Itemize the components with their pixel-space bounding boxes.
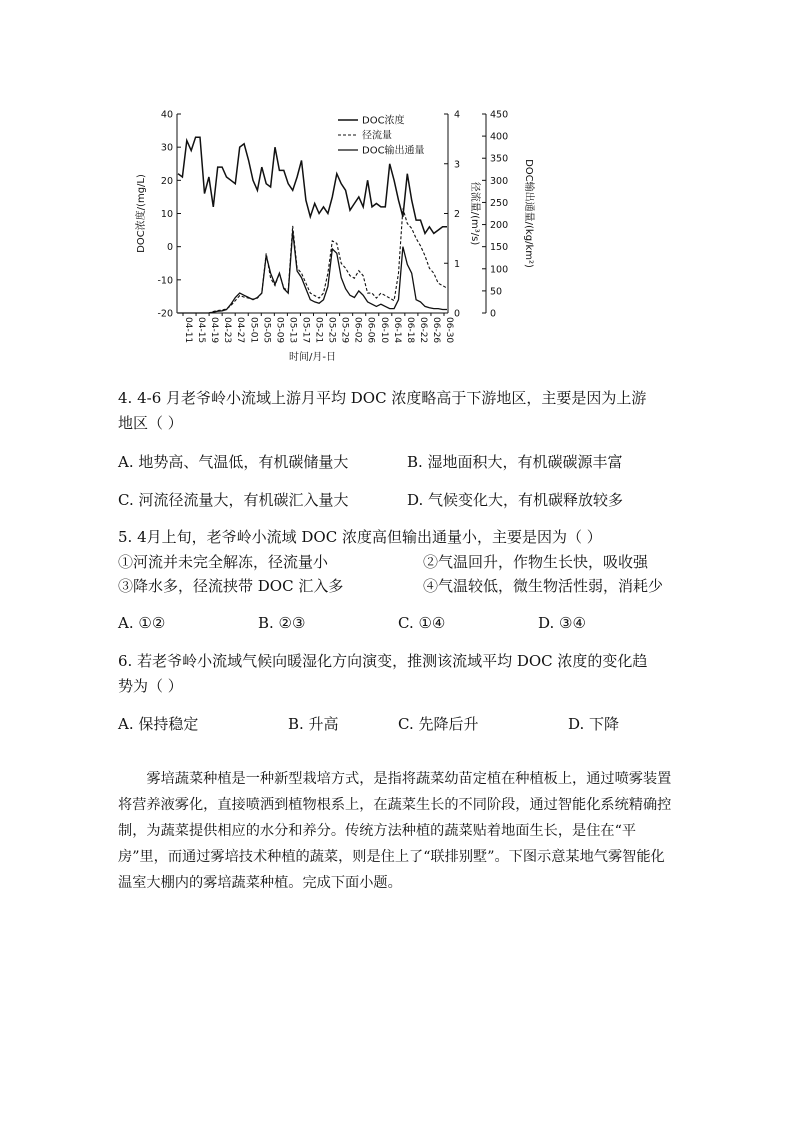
q4-option-c[interactable]: C. 河流径流量大，有机碳汇入量大 [118,491,349,509]
right-tick-label: 150 [490,242,509,254]
x-axis-label: 时间/月-日 [289,352,336,363]
q6-option-c[interactable]: C. 先降后升 [398,715,479,733]
left-tick-label: 40 [160,109,173,121]
chart-series [178,137,447,313]
x-tick-label: 04-27 [235,317,246,344]
left-tick-label: 30 [160,142,173,154]
right-axis-label: DOC输出通量/(kg/km²) [523,159,534,268]
x-tick-label: 05-09 [274,317,285,344]
q5-statement-4: ④气温较低，微生物活性弱，消耗少 [423,577,664,595]
x-tick-label: 05-01 [248,317,259,344]
q4-stem-line2: 地区（ ） [118,414,183,432]
q5-option-b[interactable]: B. ②③ [258,614,306,632]
x-tick-label: 06-18 [404,317,415,344]
q5-statement-3: ③降水多，径流挟带 DOC 汇入多 [118,577,344,595]
legend-label: DOC浓度 [362,115,405,127]
left-tick-label: -20 [157,308,173,320]
q5-statement-1: ①河流并未完全解冻，径流量小 [118,553,329,571]
q5-option-a[interactable]: A. ①② [118,614,166,632]
q4-stem-line1: 4. 4-6 月老爷岭小流域上游月平均 DOC 浓度略高于下游地区，主要是因为上游 [118,389,647,407]
q6-option-a[interactable]: A. 保持稳定 [118,715,199,733]
reading-passage: 雾培蔬菜种植是一种新型栽培方式，是指将蔬菜幼苗定植在种植板上，通过喷雾装置将营养液雾化，直接喷洒到植物根系上，在蔬菜生长的不同阶段，通过智能化系统精确控制，为蔬菜提供相应的水分和养分。传统方法种植的蔬菜贴着地面生长，是住在“平房”里，而通过雾培技术种植的蔬菜，则是住上了“联排别墅”。下图示意某地气雾智能化温室大棚内的雾培蔬菜种植。完成下面小题。 [118,771,672,891]
x-tick-label: 06-02 [352,317,363,344]
right-tick-label: 300 [490,175,509,187]
right-tick-label: 0 [490,308,497,320]
x-tick-label: 05-25 [326,317,337,344]
mid-tick-label: 0 [454,308,461,320]
x-tick-label: 05-05 [261,317,272,344]
left-axis-label: DOC浓度/(mg/L) [136,174,147,253]
q6-stem-line2: 势为（ ） [118,677,183,695]
x-tick-label: 04-23 [222,317,233,344]
q4-option-a[interactable]: A. 地势高、气温低，有机碳储量大 [118,453,349,471]
x-tick-label: 06-26 [430,317,441,344]
mid-tick-label: 1 [454,258,461,270]
x-tick-label: 06-14 [391,317,402,344]
x-tick-label: 05-21 [313,317,324,344]
legend-label: 径流量 [362,130,392,142]
q6-option-b[interactable]: B. 升高 [288,715,339,733]
chart-text [134,110,536,364]
x-tick-label: 04-15 [196,317,207,344]
q5-statement-2: ②气温回升，作物生长快，吸收强 [423,553,649,571]
left-tick-label: 10 [160,209,173,220]
right-tick-label: 400 [490,131,509,143]
right-tick-label: 450 [490,109,509,121]
q5-option-d[interactable]: D. ③④ [538,614,586,632]
q6-option-d[interactable]: D. 下降 [568,715,620,733]
x-tick-label: 05-29 [339,317,350,344]
right-tick-label: 350 [490,153,509,165]
left-tick-label: 20 [160,175,173,187]
doc-chart [130,104,550,364]
right-tick-label: 250 [490,197,509,209]
chart-axes [177,114,486,316]
mid-tick-label: 2 [454,209,461,220]
x-tick-label: 04-19 [209,317,220,344]
q5-stem: 5. 4月上旬，老爷岭小流域 DOC 浓度高但输出通量小，主要是因为（ ） [118,528,602,546]
x-tick-label: 05-17 [300,317,311,344]
left-tick-label: -10 [157,275,173,287]
right-tick-label: 100 [490,264,509,276]
left-tick-label: 0 [166,242,173,254]
mid-tick-label: 4 [454,109,461,121]
x-tick-label: 06-30 [444,317,454,344]
legend-label: DOC输出通量 [362,145,425,157]
series-line [178,231,447,313]
q4-option-b[interactable]: B. 湿地面积大，有机碳碳源丰富 [407,453,623,471]
x-tick-label: 06-10 [378,317,389,344]
x-tick-label: 06-06 [365,317,376,344]
x-tick-label: 04-11 [183,317,193,344]
q6-stem-line1: 6. 若老爷岭小流域气候向暖湿化方向演变，推测该流域平均 DOC 浓度的变化趋 [118,652,648,670]
right-tick-label: 50 [490,286,503,298]
mid-tick-label: 3 [454,159,461,171]
x-tick-label: 06-22 [417,317,428,344]
mid-axis-label: 径流量/(m³/s) [469,181,480,246]
q5-option-c[interactable]: C. ①④ [398,614,446,632]
x-tick-label: 05-13 [287,317,298,344]
right-tick-label: 200 [490,220,509,232]
q4-option-d[interactable]: D. 气候变化大，有机碳释放较多 [407,491,624,509]
